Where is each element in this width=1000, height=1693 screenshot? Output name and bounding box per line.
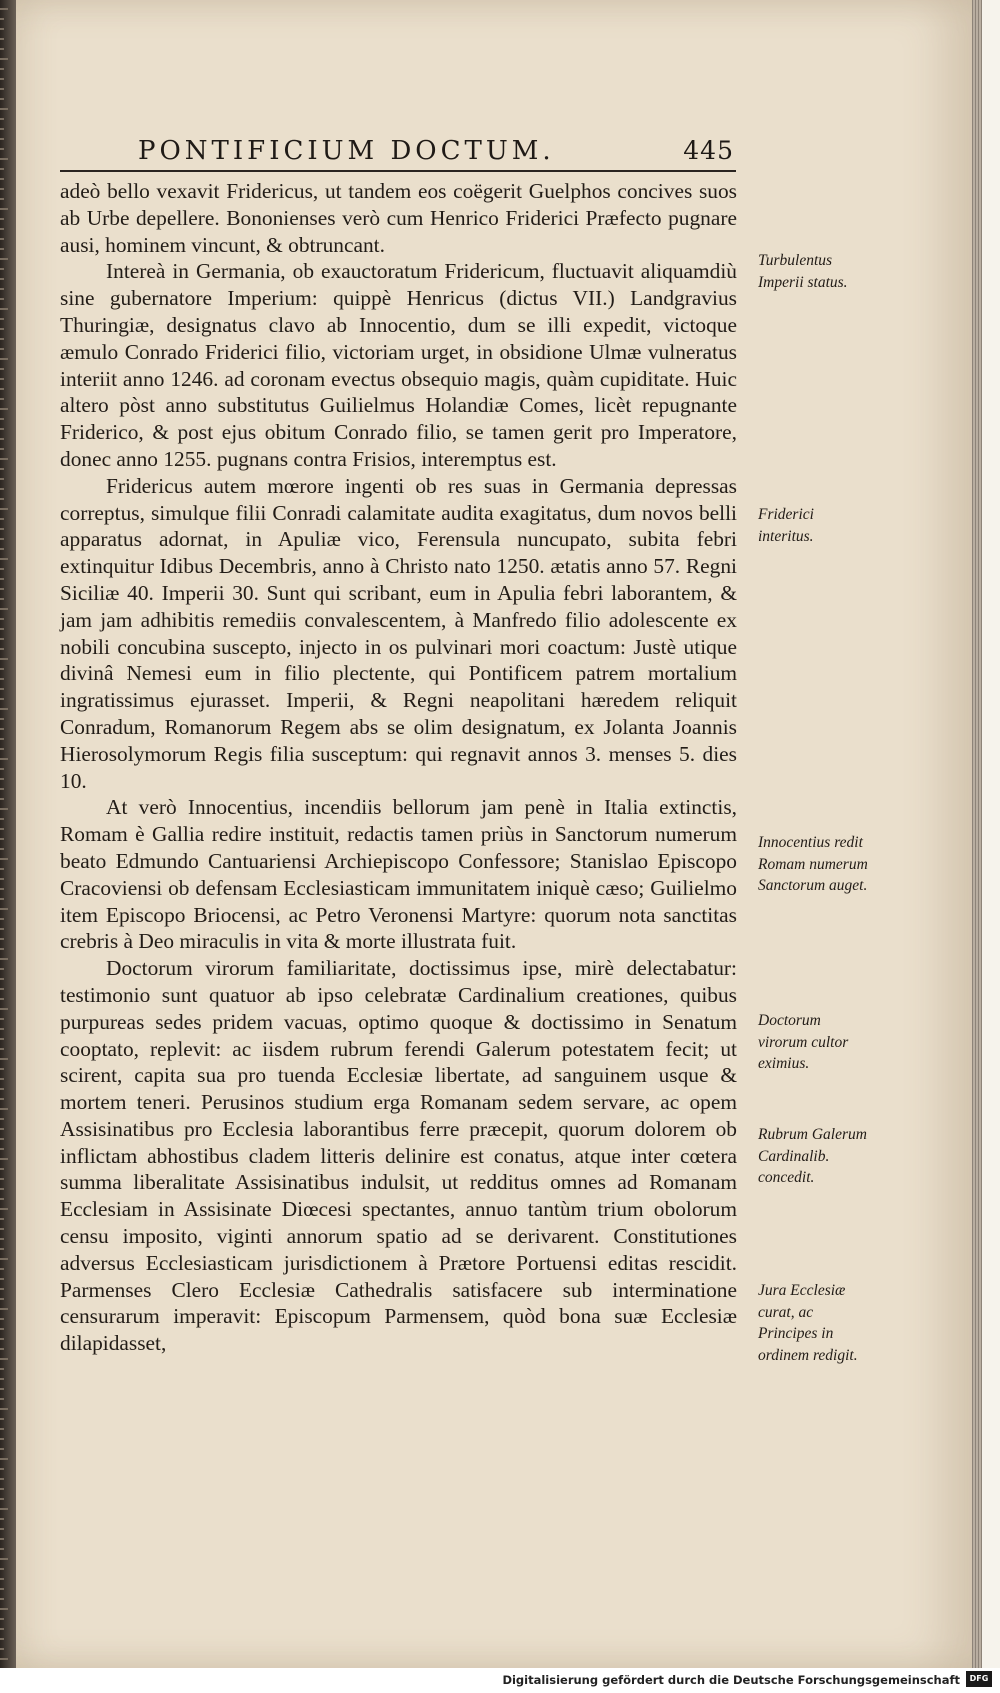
ruler-tick (0, 1448, 4, 1450)
ruler-tick (0, 778, 4, 780)
ruler-tick (0, 918, 4, 920)
ruler-tick (0, 118, 4, 120)
page-number: 445 (683, 136, 734, 165)
ruler-tick (0, 1608, 8, 1610)
running-head (60, 130, 736, 172)
ruler-tick (0, 1098, 4, 1100)
ruler-tick (0, 478, 4, 480)
ruler-tick (0, 1158, 8, 1160)
ruler-tick (0, 348, 4, 350)
ruler-tick (0, 178, 4, 180)
ruler-tick (0, 1188, 4, 1190)
ruler-tick (0, 1338, 4, 1340)
ruler-tick (0, 228, 4, 230)
ruler-tick (0, 638, 4, 640)
ruler-tick (0, 698, 4, 700)
ruler-tick (0, 988, 4, 990)
ruler-tick (0, 458, 8, 460)
ruler-tick (0, 298, 4, 300)
ruler-tick (0, 1378, 4, 1380)
ruler-tick (0, 768, 4, 770)
ruler-tick (0, 648, 4, 650)
ruler-tick (0, 628, 4, 630)
ruler-tick (0, 748, 4, 750)
ruler-tick (0, 1428, 4, 1430)
ruler-tick (0, 58, 8, 60)
ruler-tick (0, 668, 4, 670)
ruler-tick (0, 848, 4, 850)
ruler-tick (0, 198, 4, 200)
ruler-tick (0, 958, 8, 960)
ruler-tick (0, 1528, 4, 1530)
ruler-tick (0, 258, 8, 260)
ruler-tick (0, 1368, 4, 1370)
ruler-tick (0, 1238, 4, 1240)
ruler-tick (0, 858, 8, 860)
ruler-tick (0, 328, 4, 330)
ruler-tick (0, 578, 4, 580)
ruler-tick (0, 378, 4, 380)
ruler-tick (0, 18, 4, 20)
ruler-tick (0, 1118, 4, 1120)
ruler-tick (0, 388, 4, 390)
ruler-tick (0, 1008, 8, 1010)
ruler-tick (0, 588, 4, 590)
ruler-tick (0, 1518, 4, 1520)
ruler-tick (0, 978, 4, 980)
ruler-tick (0, 1058, 8, 1060)
ruler-tick (0, 758, 8, 760)
ruler-tick (0, 548, 4, 550)
ruler-tick (0, 438, 4, 440)
ruler-tick (0, 68, 4, 70)
ruler-tick (0, 1488, 4, 1490)
ruler-tick (0, 518, 4, 520)
ruler-tick (0, 718, 4, 720)
ruler-tick (0, 808, 8, 810)
ruler-tick (0, 38, 4, 40)
ruler-tick (0, 538, 4, 540)
ruler-tick (0, 998, 4, 1000)
ruler-tick (0, 1478, 4, 1480)
ruler-tick (0, 158, 8, 160)
ruler-tick (0, 218, 4, 220)
ruler-tick (0, 98, 4, 100)
ruler-tick (0, 88, 4, 90)
ruler-tick (0, 1138, 4, 1140)
ruler-tick (0, 1268, 4, 1270)
ruler-tick (0, 1508, 8, 1510)
ruler-tick (0, 938, 4, 940)
paragraph: Intereà in Germania, ob exauctoratum Fridericum, fluctuavit aliquamdiù sine gubernatore Imperium: quippè Henricus (dictus VII.) Landgravius Thuringiæ, designatus clavo ab Innocentio, dum se illi expedit, victoque æmulo Conrado Friderici filio, victoriam urget, in obsidione Ulmæ vulneratus interiit anno 1246. ad coronam evectus obsequio magis, quàm cupiditate. Huic altero pòst anno substitutus Guilielmus Holandiæ Comes, licèt repugnante Friderico, & post ejus obitum Conrado filio, se tamen gerit pro Imperatore, donec anno 1255. pugnans contra Frisios, interemptus est. (60, 259, 737, 471)
ruler-tick (0, 408, 8, 410)
ruler-tick (0, 738, 4, 740)
marginal-note: Rubrum Galerum Cardinalib. concedit. (758, 1126, 867, 1186)
paragraph: At verò Innocentius, incendiis bellorum jam penè in Italia extinctis, Romam è Gallia redire instituit, redactis tamen priùs in Sanctorum numerum beato Edmundo Cantuariensi Archiepiscopo Confessore; Stanislao Episcopo Cracoviensi ob defensam Ecclesiasticam immunitatem iniquè cæso; Guilielmo item Episcopo Briocensi, ac Petro Veronensi Martyre: quorum nota sanctitas crebris à Deo miraculis in vita & morte illustrata fuit. (60, 795, 737, 954)
ruler-tick (0, 468, 4, 470)
ruler-tick (0, 1538, 4, 1540)
ruler-tick (0, 558, 8, 560)
ruler-tick (0, 838, 4, 840)
ruler-tick (0, 1328, 4, 1330)
ruler-tick (0, 268, 4, 270)
ruler-tick (0, 1618, 4, 1620)
ruler-tick (0, 658, 8, 660)
ruler-tick (0, 1228, 4, 1230)
ruler-tick (0, 48, 4, 50)
running-title: PONTIFICIUM DOCTUM. (138, 136, 555, 166)
ruler-tick (0, 1038, 4, 1040)
ruler-tick (0, 608, 8, 610)
ruler-tick (0, 798, 4, 800)
ruler-tick (0, 498, 4, 500)
ruler-tick (0, 928, 4, 930)
ruler-tick (0, 598, 4, 600)
ruler-tick (0, 1108, 8, 1110)
ruler-tick (0, 288, 4, 290)
paragraph: Fridericus autem mœrore ingenti ob res suas in Germania depressas correptus, simulque filii Conradi calamitate audita exagitatus, dum novos belli apparatus adornat, in Apuliæ vico, Ferensula nuncupato, subita febri extinquitur Idibus Decembris, anno à Christo nato 1250. ætatis anno 57. Regni Siciliæ 40. Imperii 30. Sunt qui scribant, eum in Apulia febri laborantem, & jam jam adhibitis remediis convalescentem, à Manfredo filio adolescente ex nobili concubina suscepto, injecto in os pulvinari mori coactum: Justè utique divinâ Nemesi eum in filio plectente, qui Pontificem patrem mortalium ingratissimus ejurasset. Imperii, & Regni neapolitani hæredem reliquit Conradum, Romanorum Regem abs se olim designatum, ex Jolanta Joannis Hierosolymorum Regis filia susceptum: qui regnavit annos 3. menses 5. dies 10. (60, 473, 737, 793)
ruler-tick (0, 1218, 4, 1220)
ruler-tick (0, 368, 4, 370)
ruler-tick (0, 618, 4, 620)
ruler-tick (0, 128, 4, 130)
dfg-logo: DFG (966, 1671, 992, 1687)
book-page (16, 0, 972, 1668)
ruler-tick (0, 868, 4, 870)
ruler-tick (0, 1438, 4, 1440)
ruler-tick (0, 8, 8, 10)
ruler-tick (0, 318, 4, 320)
ruler-tick (0, 828, 4, 830)
ruler-tick (0, 1128, 4, 1130)
ruler-tick (0, 1548, 4, 1550)
ruler-tick (0, 678, 4, 680)
ruler-tick (0, 1278, 4, 1280)
paragraph: Doctorum virorum familiaritate, doctissimus ipse, mirè delectabatur: testimonio sunt quatuor ab ipso celebratæ Cardinalium creationes, quibus purpureas sedes pridem vacuas, optimo quoque & doctissimo in Senatum cooptato, replevit: ac iisdem rubrum ferendi Galerum potestatem fecit; ut scirent, capita sua pro tuenda Ecclesiæ libertate, ad sanguinem usque & mortem teneri. Perusinos studium erga Romanam sedem servare, ac opem Assisinatibus pro Ecclesia laborantibus ferre præcepit, quorum dolorem ob inflictam abhostibus cladem litteris delinire est conatus, atque inter cœtera summa liberalitate Assisinatibus indulsit, ut redditus omnes ad Romanam Ecclesiam in Assisinate Diœcesi spectantes, annuo tantùm trium obolorum censu imposito, viginti annorum spatio ad se derivarent. Constitutiones adversus Ecclesiasticam jurisdictionem à Prætore Portuensi editas rescidit. Parmenses Clero Ecclesiæ Cathedralis satisfacere sub interminatione censurarum imperavit: Episcopum Parmensem, quòd bona suæ Ecclesiæ dilapidasset, (60, 956, 737, 1356)
ruler-tick (0, 788, 4, 790)
ruler-tick (0, 878, 4, 880)
ruler-tick (0, 528, 4, 530)
marginal-note: Innocentius redit Romam numerum Sanctorum auget. (758, 834, 868, 894)
ruler-tick (0, 78, 4, 80)
ruler-tick (0, 248, 4, 250)
ruler-tick (0, 428, 4, 430)
page-edges (972, 0, 982, 1668)
ruler-tick (0, 238, 4, 240)
ruler-tick (0, 1198, 4, 1200)
ruler-tick (0, 1638, 4, 1640)
ruler-tick (0, 1458, 8, 1460)
ruler-tick (0, 358, 8, 360)
ruler-tick (0, 1068, 4, 1070)
ruler-tick (0, 1048, 4, 1050)
ruler-tick (0, 108, 8, 110)
ruler-tick (0, 1208, 8, 1210)
ruler-tick (0, 1088, 4, 1090)
ruler-tick (0, 1498, 4, 1500)
ruler-tick (0, 1388, 4, 1390)
ruler-tick (0, 28, 4, 30)
ruler-tick (0, 418, 4, 420)
ruler-tick (0, 448, 4, 450)
ruler-tick (0, 148, 4, 150)
ruler-tick (0, 898, 4, 900)
ruler-tick (0, 688, 4, 690)
ruler-tick (0, 1168, 4, 1170)
ruler-tick (0, 1308, 8, 1310)
ruler-tick (0, 1078, 4, 1080)
ruler-tick (0, 1028, 4, 1030)
ruler-tick (0, 208, 8, 210)
ruler-tick (0, 508, 8, 510)
ruler-tick (0, 1298, 4, 1300)
ruler-tick (0, 1148, 4, 1150)
marginal-note: Friderici interitus. (758, 506, 814, 545)
footer-bar (0, 1668, 1000, 1693)
ruler-tick (0, 1558, 8, 1560)
ruler-tick (0, 1628, 4, 1630)
ruler-tick (0, 1178, 4, 1180)
ruler-tick (0, 278, 4, 280)
ruler-tick (0, 1658, 8, 1660)
ruler-tick (0, 908, 8, 910)
ruler-tick (0, 1258, 8, 1260)
ruler-tick (0, 1018, 4, 1020)
body-text (60, 178, 737, 1357)
footer-credit: Digitalisierung gefördert durch die Deutsche Forschungsgemeinschaft (502, 1673, 960, 1687)
ruler-tick (0, 568, 4, 570)
ruler-tick (0, 338, 4, 340)
ruler-tick (0, 398, 4, 400)
ruler-tick (0, 1288, 4, 1290)
ruler-tick (0, 948, 4, 950)
ruler-tick (0, 188, 4, 190)
ruler-tick (0, 1348, 4, 1350)
ruler-tick (0, 1598, 4, 1600)
ruler-tick (0, 1358, 8, 1360)
ruler-tick (0, 728, 4, 730)
ruler-tick (0, 1588, 4, 1590)
ruler-tick (0, 488, 4, 490)
ruler-tick (0, 1398, 4, 1400)
ruler-tick (0, 308, 8, 310)
ruler-tick (0, 1248, 4, 1250)
ruler-tick (0, 1648, 4, 1650)
marginal-note: Jura Ecclesiæ curat, ac Principes in ordinem redigit. (758, 1282, 858, 1364)
marginal-note: Doctorum virorum cultor eximius. (758, 1012, 849, 1072)
ruler-tick (0, 888, 4, 890)
book-gutter (0, 0, 16, 1668)
ruler-tick (0, 968, 4, 970)
marginal-note: Turbulentus Imperii status. (758, 252, 848, 291)
ruler-tick (0, 708, 8, 710)
ruler-tick (0, 1578, 4, 1580)
ruler-tick (0, 1468, 4, 1470)
paragraph: adeò bello vexavit Fridericus, ut tandem eos coëgerit Guelphos concives suos ab Urbe depellere. Bononienses verò cum Henrico Friderici Præfecto pugnare ausi, hominem vincunt, & obtruncant. (60, 179, 737, 257)
ruler-tick (0, 1418, 4, 1420)
ruler-tick (0, 1318, 4, 1320)
ruler-tick (0, 168, 4, 170)
ruler-tick (0, 138, 4, 140)
ruler-tick (0, 1408, 8, 1410)
ruler-tick (0, 818, 4, 820)
ruler-tick (0, 1568, 4, 1570)
